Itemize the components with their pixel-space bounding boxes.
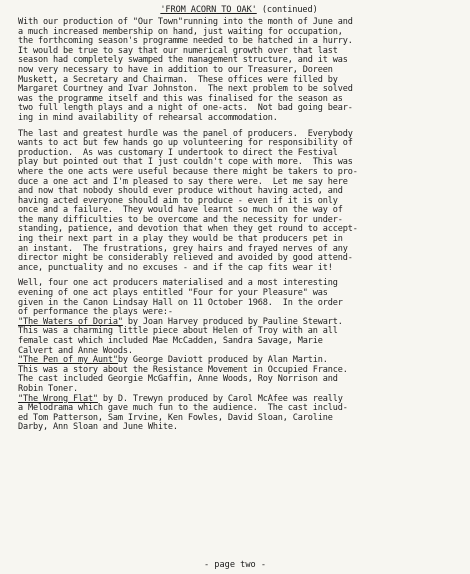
- play-title: "The Waters of Doria": [18, 316, 123, 327]
- play-credits: by Joan Harvey produced by Pauline Stewart.: [122, 316, 343, 327]
- text-line: once and a failure. They would have learnt so much on the way of: [18, 205, 343, 216]
- text-line: It would be true to say that our numerical growth over that last: [18, 45, 338, 56]
- text-line: two full length plays and a night of one-acts. Not bad going bear-: [18, 103, 353, 114]
- text-line: the forthcoming season's programme needed to be hatched in a hurry.: [18, 36, 353, 47]
- text-line: ed Tom Patterson, Sam Irvine, Ken Fowles, David Sloan, Caroline: [18, 412, 333, 423]
- text-line: Darby, Ann Sloan and June White.: [18, 422, 178, 433]
- text-line: a Melodrama which gave much fun to the audience. The cast includ-: [18, 403, 348, 414]
- paragraph: [18, 130, 460, 274]
- title-suffix: (continued): [256, 5, 318, 15]
- text-line: the many difficulties to be overcome and the necessity for under-: [18, 214, 343, 225]
- text-line: director might be considerably relieved and avoided by good attend-: [18, 253, 353, 264]
- page-title: [18, 5, 460, 16]
- text-line: Robin Toner.: [18, 383, 78, 394]
- text-line: With our production of "Our Town"running into the month of June and: [18, 17, 353, 27]
- text-line: given in the Canon Lindsay Hall on 11 October 1968. In the order: [18, 297, 343, 308]
- text-line: This was a story about the Resistance Movement in Occupied France.: [18, 364, 348, 375]
- text-line: duce a one act and I'm pleased to say there were. Let me say here: [18, 176, 348, 187]
- body-text: [18, 18, 460, 433]
- text-line: now very necessary to have in addition to our Treasurer, Doreen: [18, 64, 333, 75]
- text-line: of performance the plays were:-: [18, 307, 173, 318]
- plays-list: [18, 318, 460, 433]
- text-line: Calvert and Anne Woods.: [18, 345, 133, 356]
- play-title: "The Pen of my Aunt": [18, 355, 118, 366]
- text-line: season had completely swamped the management structure, and it was: [18, 55, 348, 66]
- text-line: Muskett, a Secretary and Chairman. These offices were filled by: [18, 74, 338, 85]
- text-line: and now that nobody should ever produce without having acted, and: [18, 186, 343, 197]
- play-entry: [18, 395, 460, 433]
- text-line: an instant. The frustrations, grey hairs and frayed nerves of any: [18, 243, 348, 254]
- play-credits: by D. Trewyn produced by Carol McAfee was really: [97, 393, 343, 404]
- paragraph: [18, 279, 460, 317]
- document-page: [18, 5, 460, 433]
- paragraph: [18, 18, 460, 124]
- text-line: a much increased membership on hand, just waiting for occupation,: [18, 26, 343, 37]
- text-line: Well, four one act producers materialised and a most interesting: [18, 278, 338, 289]
- text-line: The last and greatest hurdle was the panel of producers. Everybody: [18, 128, 353, 139]
- text-line: was the programme itself and this was finalised for the season as: [18, 93, 343, 104]
- play-entry: [18, 356, 460, 394]
- text-line: Margaret Courtney and Ivar Johnston. The next problem to be solved: [18, 84, 353, 95]
- text-line: ance, punctuality and no excuses - and if the cap fits wear it!: [18, 262, 333, 273]
- page-footer: - page two -: [203, 560, 267, 570]
- play-credits: by George Daviott produced by Alan Martin.: [117, 355, 328, 366]
- text-line: wants to act but few hands go up volunteering for responsibility of: [18, 138, 353, 149]
- play-title: "The Wrong Flat": [18, 393, 98, 404]
- text-line: having acted everyone should aim to produce - even if it is only: [18, 195, 338, 206]
- title-main: 'FROM ACORN TO OAK': [160, 5, 257, 15]
- text-line: standing, patience, and devotion that when they get round to accept-: [18, 224, 358, 235]
- text-line: play but pointed out that I just couldn't cope with more. This was: [18, 157, 353, 168]
- text-line: production. As was customary I undertook to direct the Festival: [18, 147, 338, 158]
- text-line: ing their next part in a play they would be that producers pet in: [18, 234, 343, 245]
- text-line: evening of one act plays entitled "Four for your Pleasure" was: [18, 288, 328, 299]
- text-line: where the one acts were useful because there might be takers to pro-: [18, 166, 358, 177]
- text-line: ing in mind availability of rehearsal accommodation.: [18, 112, 278, 123]
- play-entry: [18, 318, 460, 356]
- text-line: The cast included Georgie McGaffin, Anne Woods, Roy Norrison and: [18, 374, 338, 385]
- text-line: female cast which included Mae McCadden, Sandra Savage, Marie: [18, 336, 323, 346]
- text-line: This was a charming little piece about Helen of Troy with an all: [18, 326, 338, 337]
